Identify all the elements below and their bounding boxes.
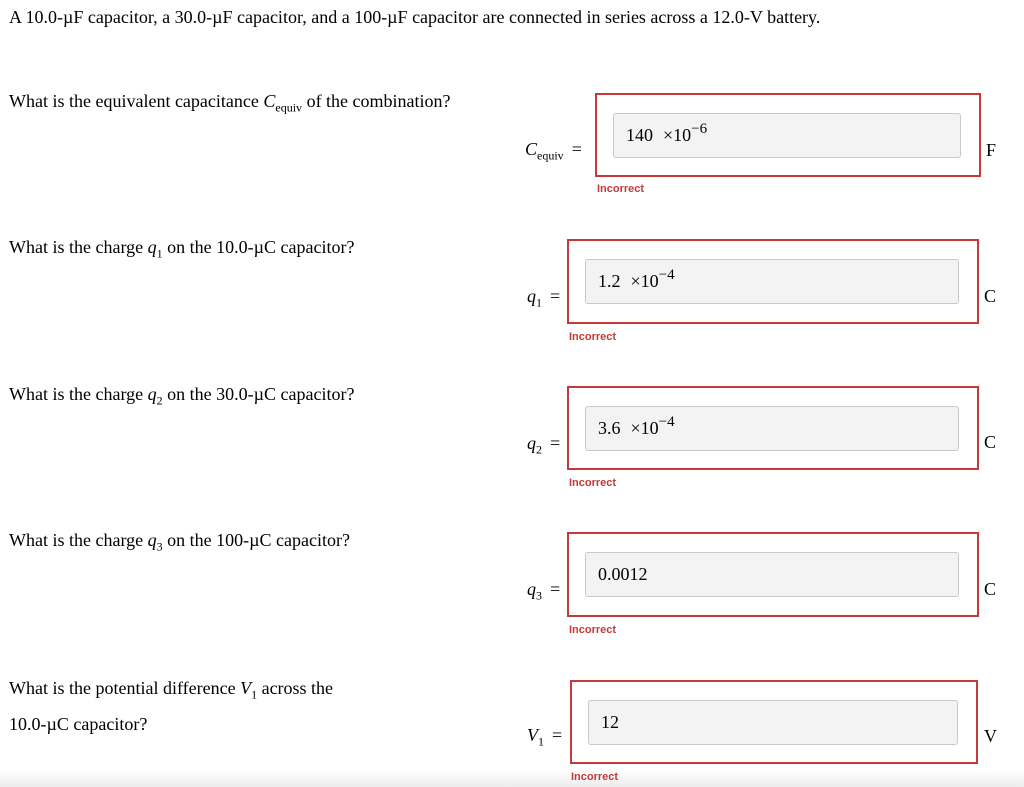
lhs-sub: 3 — [536, 588, 542, 603]
problem-statement: A 10.0-µF capacitor, a 30.0-µF capacitor, and a 100-µF capacitor are connected in series across a 12.0-V battery. — [9, 7, 821, 27]
cequiv-label — [525, 139, 582, 164]
q3-label — [527, 579, 560, 604]
status-incorrect: Incorrect — [569, 624, 617, 636]
lhs-sub: equiv — [537, 148, 564, 163]
prompt-text: What is the charge — [9, 530, 148, 550]
value-mantissa: 140 — [626, 125, 653, 145]
q1-input[interactable] — [585, 259, 959, 304]
unit-label: C — [984, 432, 997, 452]
prompt-text: across the — [257, 678, 334, 698]
question-v1-prompt — [9, 674, 333, 739]
value-mantissa: 3.6 — [598, 418, 621, 438]
exponent: −4 — [658, 414, 675, 430]
status-incorrect: Incorrect — [569, 331, 617, 343]
prompt-var: V — [240, 678, 252, 698]
exponent: −4 — [658, 267, 675, 283]
prompt-text: What is the equivalent capacitance — [9, 91, 264, 111]
unit-label: V — [984, 726, 997, 746]
q3-input[interactable] — [585, 552, 959, 597]
unit-label: C — [984, 579, 997, 599]
unit-label: C — [984, 286, 997, 306]
prompt-text-line2: 10.0-µC capacitor? — [9, 713, 148, 734]
question-q3-prompt — [9, 526, 350, 562]
q2-input[interactable] — [585, 406, 959, 451]
question-q2-prompt — [9, 380, 354, 416]
status-incorrect: Incorrect — [597, 183, 645, 195]
prompt-text: What is the potential difference — [9, 678, 241, 698]
v1-label — [527, 725, 562, 750]
prompt-text: of the combination? — [302, 91, 451, 111]
lhs-var: q — [527, 286, 536, 306]
equals-sign: = — [550, 433, 561, 453]
unit-label: F — [986, 140, 997, 160]
bottom-edge — [0, 770, 1024, 787]
prompt-var: q — [147, 384, 157, 404]
prompt-sub: equiv — [275, 100, 303, 115]
q1-label — [527, 286, 560, 311]
lhs-var: q — [527, 433, 536, 453]
lhs-sub: 1 — [536, 295, 542, 310]
prompt-sub: 3 — [156, 539, 163, 554]
cequiv-input[interactable] — [613, 113, 961, 158]
prompt-text: What is the charge — [9, 237, 148, 257]
value-mantissa: 12 — [601, 712, 619, 732]
q2-label — [527, 433, 560, 458]
prompt-text: What is the charge — [9, 384, 148, 404]
times-ten: ×10 — [630, 418, 659, 438]
equals-sign: = — [571, 139, 582, 159]
status-incorrect: Incorrect — [571, 771, 619, 783]
question-cequiv-prompt — [9, 87, 451, 123]
prompt-sub: 1 — [251, 687, 258, 702]
lhs-var: q — [527, 579, 536, 599]
times-ten: ×10 — [630, 271, 659, 291]
lhs-var: V — [527, 725, 538, 745]
value-mantissa: 1.2 — [598, 271, 621, 291]
lhs-sub: 1 — [538, 734, 544, 749]
prompt-var: q — [147, 530, 157, 550]
prompt-sub: 2 — [156, 393, 163, 408]
equals-sign: = — [550, 286, 561, 306]
value-mantissa: 0.0012 — [598, 564, 648, 584]
prompt-text: on the 30.0-µC capacitor? — [162, 384, 355, 404]
times-ten: ×10 — [663, 125, 692, 145]
exponent: −6 — [691, 121, 708, 137]
prompt-text: on the 10.0-µC capacitor? — [162, 237, 355, 257]
prompt-text: on the 100-µC capacitor? — [162, 530, 350, 550]
status-incorrect: Incorrect — [569, 477, 617, 489]
prompt-var: C — [263, 91, 276, 111]
prompt-sub: 1 — [156, 246, 163, 261]
v1-input[interactable] — [588, 700, 958, 745]
equals-sign: = — [550, 579, 561, 599]
lhs-sub: 2 — [536, 442, 542, 457]
prompt-var: q — [147, 237, 157, 257]
equals-sign: = — [552, 725, 563, 745]
question-q1-prompt — [9, 233, 354, 269]
lhs-var: C — [525, 139, 538, 159]
